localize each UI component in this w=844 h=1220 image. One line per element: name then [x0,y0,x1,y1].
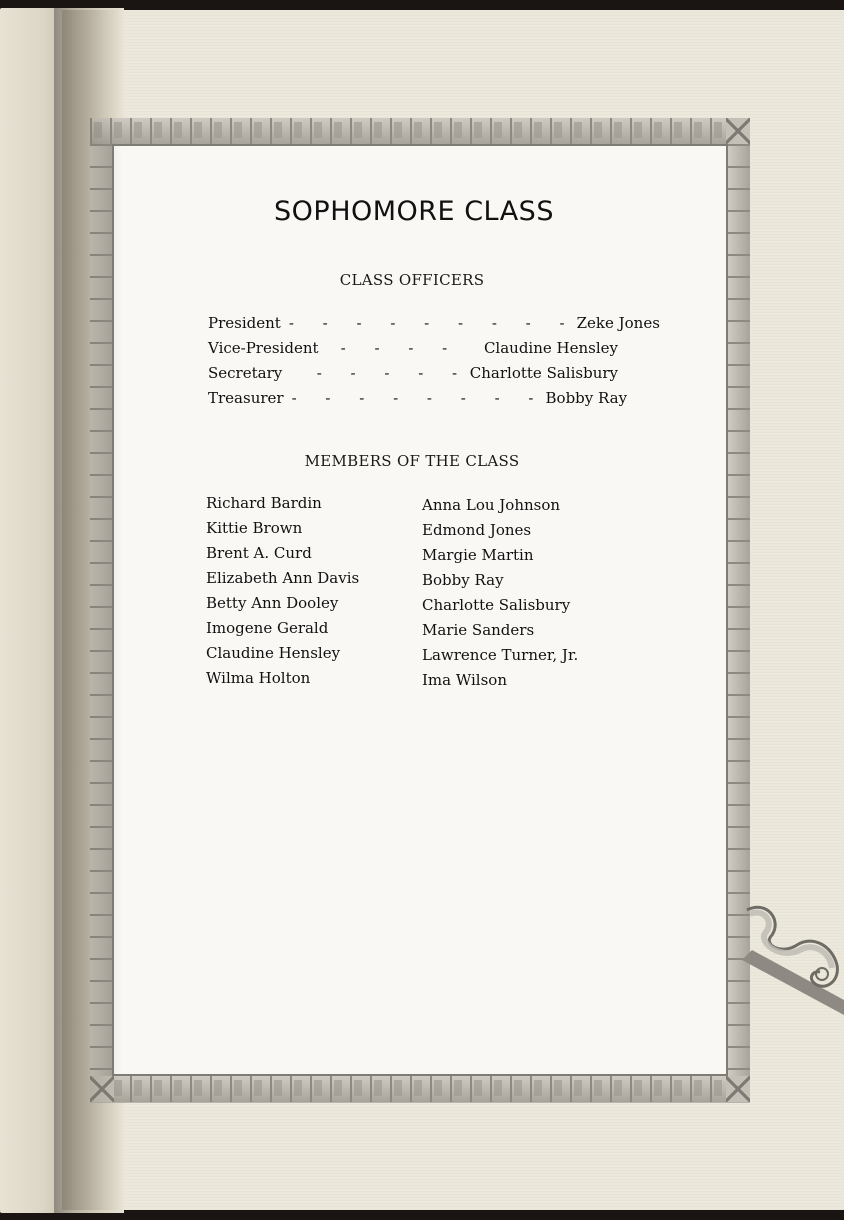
members-list [206,494,636,696]
corner-ornament-bottom-right [726,1076,750,1102]
officer-name: Zeke Jones [576,314,660,332]
list-item: Bobby Ray [422,571,504,589]
border-bottom [90,1076,750,1102]
leader-dashes: - - - - [340,339,460,357]
list-item: Richard Bardin [206,494,322,512]
leader-dashes: - - - - - [316,364,470,382]
page-content [112,144,728,1076]
border-top [90,118,750,144]
officer-row-secretary [208,364,618,389]
officers-heading: CLASS OFFICERS [339,271,485,289]
list-item: Marie Sanders [422,621,535,639]
officer-name: Bobby Ray [545,389,628,407]
list-item: Ima Wilson [422,671,507,689]
leader-dashes: - - - - - - - - [291,389,546,407]
members-heading: MEMBERS OF THE CLASS [304,452,520,470]
officer-role: Treasurer [208,389,284,407]
list-item: Brent A. Curd [206,544,312,562]
list-item: Anna Lou Johnson [422,496,561,514]
list-item: Betty Ann Dooley [206,594,339,612]
list-item: Claudine Hensley [206,644,341,662]
corner-ornament-top-right [726,118,750,144]
list-item: Edmond Jones [422,521,532,539]
officer-name: Charlotte Salisbury [469,364,618,382]
acanthus-scroll-ornament [742,900,844,1020]
list-item: Lawrence Turner, Jr. [422,646,579,664]
list-item: Margie Martin [422,546,534,564]
leader-dashes: - - - - - - - - - [288,314,577,332]
list-item: Charlotte Salisbury [422,596,571,614]
officer-row-president [208,314,660,339]
officer-role: Vice-President [208,339,319,357]
list-item: Imogene Gerald [206,619,329,637]
members-column-left [206,494,420,696]
officer-row-vice-president [208,339,618,364]
list-item: Wilma Holton [206,669,311,687]
left-page-edge [0,8,62,1213]
members-column-right [420,496,636,696]
officer-row-treasurer [208,389,628,414]
list-item: Elizabeth Ann Davis [206,569,360,587]
officers-list [208,314,660,414]
page-title: SOPHOMORE CLASS [274,196,554,227]
list-item: Kittie Brown [206,519,303,537]
officer-role: President [208,314,281,332]
officer-role: Secretary [208,364,283,382]
officer-name: Claudine Hensley [483,339,618,357]
